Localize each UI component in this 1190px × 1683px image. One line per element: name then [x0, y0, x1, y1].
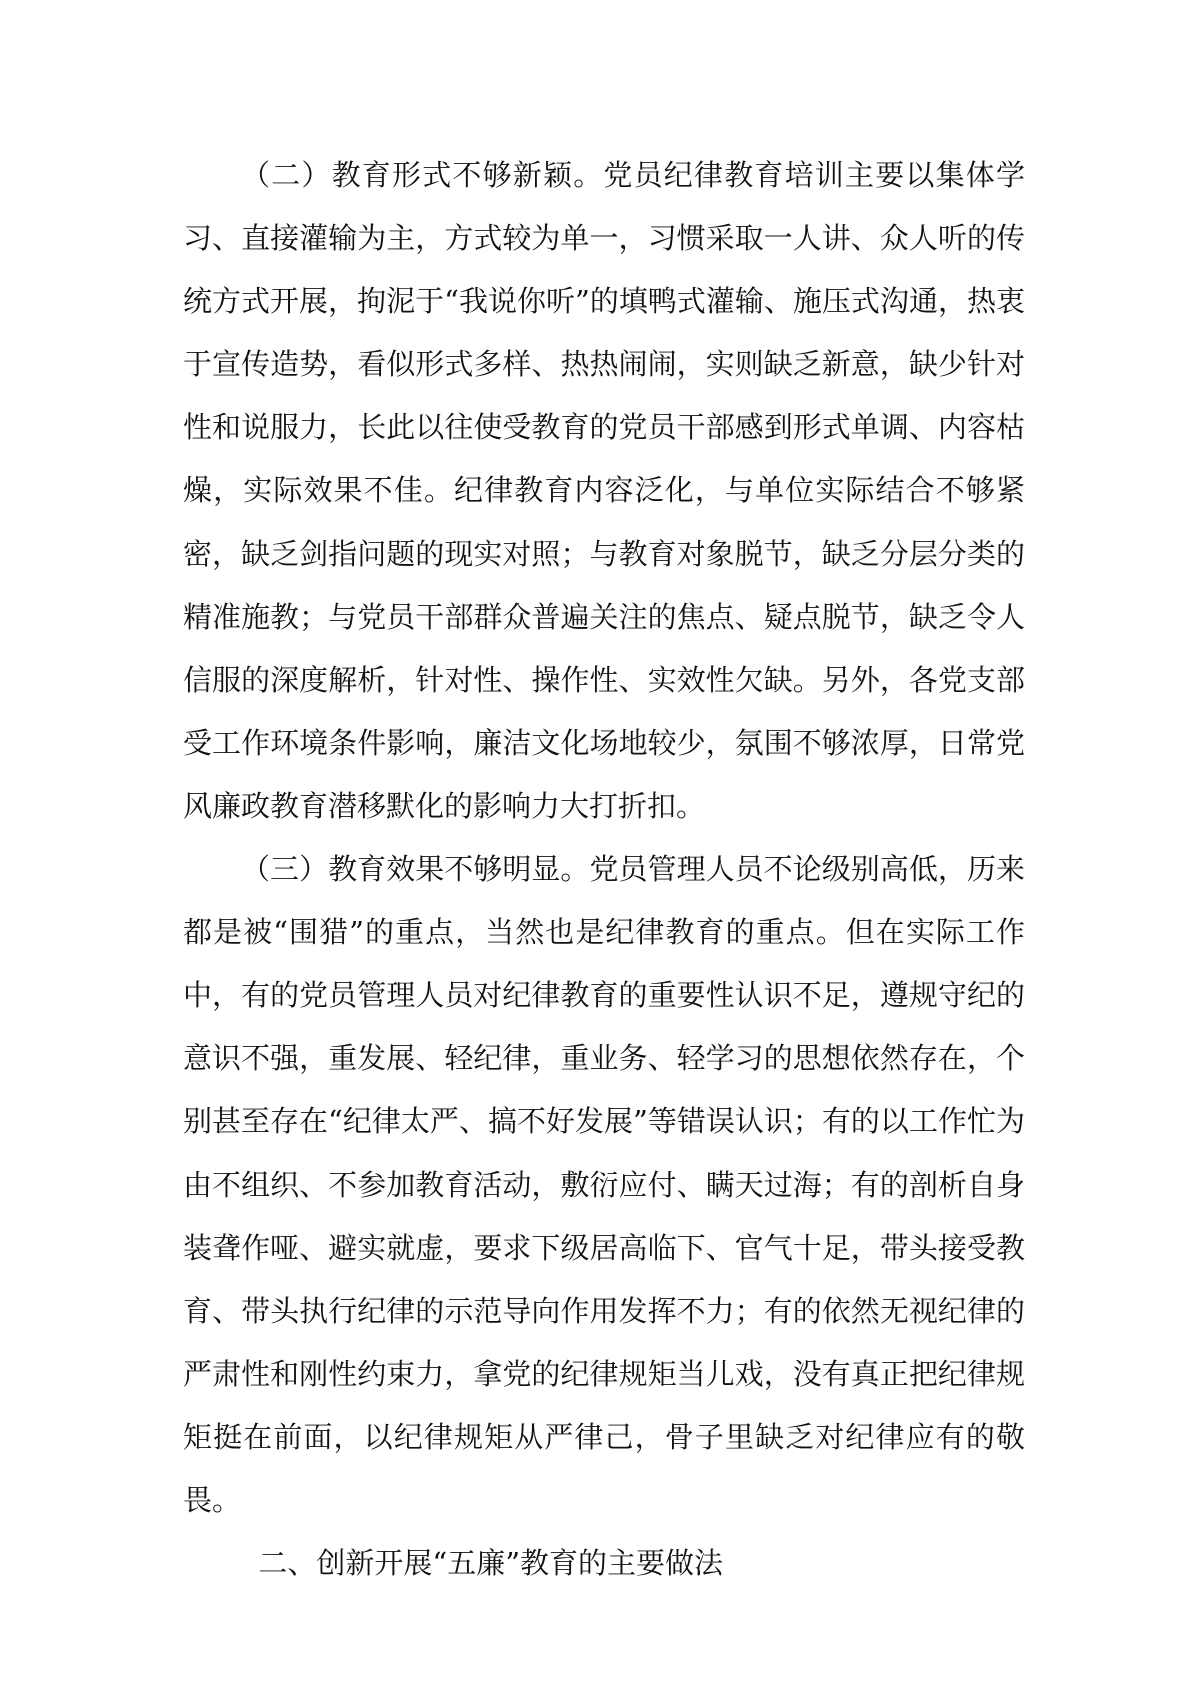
paragraph-education-form: （二）教育形式不够新颖。党员纪律教育培训主要以集体学习、直接灌输为主，方式较为单一，习惯采取一人讲、众人听的传统方式开展，拘泥于“我说你听”的填鸭式灌输、施压式沟通，热衷于宣传造势，看似形式多样、热热闹闹，实则缺乏新意，缺少针对性和说服力，长此以往使受教育的党员干部感到形式单调、内容枯燥，实际效果不佳。纪律教育内容泛化，与单位实际结合不够紧密，缺乏剑指问题的现实对照；与教育对象脱节，缺乏分层分类的精准施教；与党员干部群众普遍关注的焦点、疑点脱节，缺乏令人信服的深度解析，针对性、操作性、实效性欠缺。另外，各党支部受工作环境条件影响，廉洁文化场地较少，氛围不够浓厚，日常党风廉政教育潜移默化的影响力大打折扣。	[183, 158, 1025, 823]
document-body	[183, 144, 1025, 1595]
paragraph-education-effect: （三）教育效果不够明显。党员管理人员不论级别高低，历来都是被“围猎”的重点，当然也是纪律教育的重点。但在实际工作中，有的党员管理人员对纪律教育的重要性认识不足，遵规守纪的意识不强，重发展、轻纪律，重业务、轻学习的思想依然存在，个别甚至存在“纪律太严、搞不好发展”等错误认识；有的以工作忙为由不组织、不参加教育活动，敷衍应付、瞒天过海；有的剖析自身装聋作哑、避实就虚，要求下级居高临下、官气十足，带头接受教育、带头执行纪律的示范导向作用发挥不力；有的依然无视纪律的严肃性和刚性约束力，拿党的纪律规矩当儿戏，没有真正把纪律规矩挺在前面，以纪律规矩从严律己，骨子里缺乏对纪律应有的敬畏。	[183, 852, 1025, 1517]
section-heading: 二、创新开展“五廉”教育的主要做法	[258, 1546, 724, 1581]
